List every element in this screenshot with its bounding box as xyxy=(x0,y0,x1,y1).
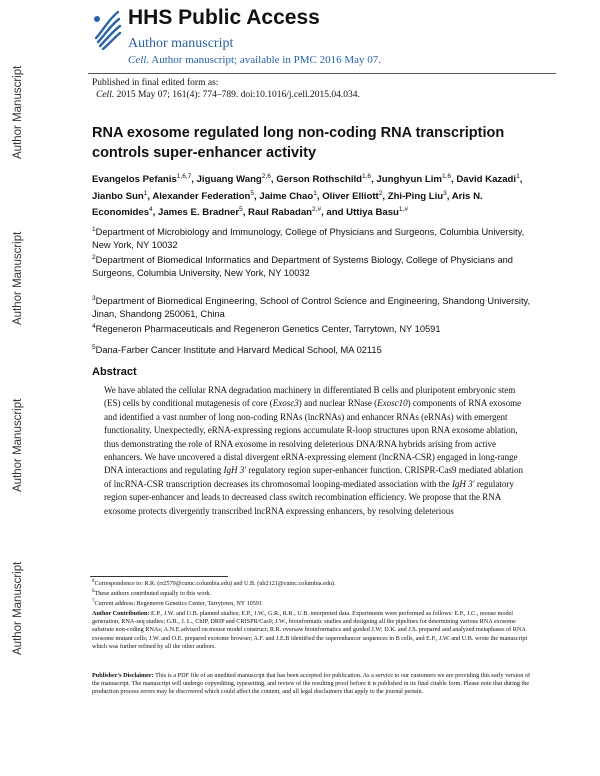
author-separator: , xyxy=(316,190,323,202)
author-affiliation-marker: 2,6 xyxy=(261,173,271,180)
footnotes xyxy=(92,578,522,608)
author-affiliation-marker: 1,6 xyxy=(362,173,372,180)
footnote-text: Current address: Regeneron Genetics Center, Tarrytown, NY 10591 xyxy=(94,599,263,607)
affiliation xyxy=(92,251,532,280)
availability-text: Author manuscript; available in PMC 2016 May 07. xyxy=(151,54,381,66)
abstract-italic-term: IgH 3′ xyxy=(451,478,475,489)
publisher-disclaimer xyxy=(92,672,532,697)
footnote xyxy=(92,588,522,598)
author-separator: , xyxy=(382,190,388,202)
availability-line xyxy=(128,54,381,66)
affiliation-number: 4 xyxy=(92,323,96,330)
affiliation xyxy=(92,341,532,357)
author-list xyxy=(92,170,532,220)
author-name: Jaime Chao xyxy=(259,190,314,202)
author-name: Gerson Rothschild xyxy=(276,174,363,186)
author-separator: , xyxy=(446,190,452,202)
author-separator: , xyxy=(254,190,260,202)
author-separator: , xyxy=(191,174,197,186)
author-separator: , xyxy=(152,207,159,219)
author-affiliation-marker: 2 xyxy=(378,189,383,197)
contributions-text: E.P., J.W. and U.B. planned studies; E.P., J.W., G.R., R.R., U.B. interpreted data. Experiments were performed as follows: E.P., J.C., mouse model generation, RNA-seq studies; G.R., J. L., ChIP, DRIP and CRISPR/Cas9; J.W., bioinformatic studies and designing all the pipelines for determining various RNA exosome substrate non-coding RNAs; A.N.E advised on mouse model construct; R.R. oversaw bioinformatics and guided J.W; D.K. and J.S. prepared and analyzed metaphases of RNA exosome mutant cells; J.W. and O.E. prepared exotome browser; A.F. and J.E.B identified the superenhancer sequences in B cells, and E.P., J.W. and U.B. wrote the manuscript which was further refined by all the other authors. xyxy=(92,610,528,650)
hhs-eagle-logo-icon xyxy=(92,8,122,50)
footnote-mark: 7 xyxy=(92,598,95,604)
affiliation-number: 1 xyxy=(92,226,96,233)
disclaimer-label: Publisher's Disclaimer: xyxy=(92,672,154,679)
author-separator: , xyxy=(519,174,523,186)
author-separator: , xyxy=(147,190,153,202)
journal-name: Cell. xyxy=(128,54,150,66)
abstract-run: ) and nuclear RNase ( xyxy=(298,398,378,409)
author-name: Junghyun Lim xyxy=(376,174,442,186)
author-affiliation-marker: 1 xyxy=(313,189,317,197)
footnote xyxy=(92,578,522,588)
author-affiliation-marker: 4 xyxy=(149,206,153,214)
sidebar-label: Author Manuscript xyxy=(12,65,24,159)
author-name: Uttiya Basu xyxy=(346,207,399,219)
affiliation xyxy=(92,223,532,252)
footnote xyxy=(92,598,522,608)
author-affiliation-marker: 1 xyxy=(516,173,520,180)
affiliation-text: Dana-Farber Cancer Institute and Harvard Medical School, MA 02115 xyxy=(95,345,382,356)
author-separator: , xyxy=(270,174,277,186)
author-name: James E. Bradner xyxy=(158,207,240,219)
abstract-italic-term: IgH 3′ xyxy=(223,465,247,476)
author-name: Raul Rabadan xyxy=(248,207,313,219)
author-contributions xyxy=(92,610,532,651)
affiliation-text: Department of Biomedical Engineering, School of Control Science and Engineering, Shandong University, Jinan, Shandong 250061, China xyxy=(92,296,531,320)
abstract-text xyxy=(104,384,532,518)
contributions-label: Author Contribution: xyxy=(92,610,150,617)
author-affiliation-marker: 1 xyxy=(143,189,148,197)
abstract-run: We have ablated the cellular RNA degradation machinery in differentiated B cells and pluripotent embryonic stem (ES) cells by conditional mutagenesis of core ( xyxy=(104,385,516,409)
author-separator: , and xyxy=(321,207,347,219)
affiliation-text: Regeneron Pharmaceuticals and Regeneron Genetics Center, Tarrytown, NY 10591 xyxy=(95,324,441,335)
published-in-label: Published in final edited form as: xyxy=(92,78,219,88)
article-title: RNA exosome regulated long non-coding RNA transcription controls super-enhancer activity xyxy=(92,125,505,161)
footnote-mark: 6 xyxy=(92,588,95,594)
author-name: Jiguang Wang xyxy=(196,174,262,186)
author-affiliation-marker: 1,6,7 xyxy=(176,173,192,180)
abstract-italic-term: Exosc10 xyxy=(377,398,408,409)
footnote-mark: # xyxy=(92,579,95,584)
abstract-heading: Abstract xyxy=(92,366,137,378)
footnote-divider xyxy=(90,576,228,577)
author-name: Aris N. Economides xyxy=(92,190,483,219)
author-affiliation-marker: 2,# xyxy=(312,206,322,214)
author-manuscript-subtitle: Author manuscript xyxy=(128,36,234,51)
sidebar-label: Author Manuscript xyxy=(12,398,24,492)
affiliation-number: 3 xyxy=(92,295,96,302)
citation-line xyxy=(96,90,360,100)
author-separator: , xyxy=(371,174,377,186)
author-name: Alexander Federation xyxy=(152,190,251,202)
disclaimer-text: This is a PDF file of an unedited manuscript that has been accepted for publication. As a service to our customers we are providing this early version of the manuscript. The manuscript will undergo copyediting, typesetting, and review of the resulting proof before it is published in its final citable form. Please note that during the production process errors may be discovered which could affect the content, and all legal disclaimers that apply to the journal pertain. xyxy=(92,672,531,696)
affiliation-number: 5 xyxy=(92,344,96,351)
affiliation-number: 2 xyxy=(92,254,96,261)
abstract-italic-term: Exosc3 xyxy=(272,398,299,409)
citation-journal: Cell. xyxy=(96,90,115,100)
author-affiliation-marker: 5 xyxy=(239,206,243,214)
author-affiliation-marker: 1,# xyxy=(398,206,408,214)
abstract-run: regulatory region super-enhancer and leads to decreased class switch recombination efficiency. We propose that the RNA exosome protects divergently transcribed lncRNA expressing enhancers, by resolving deleterious xyxy=(104,478,514,516)
abstract-run: regulatory region super-enhancer function. CRISPR-Cas9 mediated ablation of lncRNA-CSR transcription decreases its chromosomal looping-mediated association with the xyxy=(104,465,523,489)
affiliation xyxy=(92,320,532,336)
affiliation-text: Department of Biomedical Informatics and Department of Systems Biology, College of Physicians and Surgeons, Columbia University, New York, NY 10032 xyxy=(92,255,513,279)
citation-text: 2015 May 07; 161(4): 774–789. doi:10.1016/j.cell.2015.04.034. xyxy=(116,90,360,100)
author-affiliation-marker: 1,6 xyxy=(441,173,452,180)
sidebar-label: Author Manuscript xyxy=(12,231,24,325)
author-separator: , xyxy=(451,174,457,186)
author-affiliation-marker: 3 xyxy=(443,189,447,197)
footnote-text: These authors contributed equally to this work. xyxy=(94,589,212,597)
header-divider xyxy=(88,73,556,74)
sidebar-label: Author Manuscript xyxy=(12,561,24,655)
affiliation xyxy=(92,292,532,321)
author-name: Jianbo Sun xyxy=(92,190,144,202)
author-separator: , xyxy=(242,207,249,219)
affiliation-text: Department of Microbiology and Immunology, College of Physicians and Surgeons, Columbia University, New York, NY 10032 xyxy=(92,227,525,251)
footnote-text: Correspondence to: R.R. (rr2579@cumc.columbia.edu) and U.B. (ub2121@cumc.columbia.edu). xyxy=(94,580,336,588)
author-affiliation-marker: 5 xyxy=(250,189,255,197)
abstract-run: ) components of RNA exosome and identified a vast number of long non-coding RNAs (lncRNAs) and enhancer RNAs (eRNAs) with emergent functionality. Unexpectedly, eRNA-expressing regions accumulate R-loop structures upon RNA exosome ablation, thus demonstrating the role of RNA exosome in resolving deleterious DNA/RNA hybrids arising from active enhancers. We have uncovered a distal divergent eRNA-expressing element (lncRNA-CSR) engaged in long-range DNA interactions and regulating xyxy=(104,398,522,476)
author-name: Oliver Elliott xyxy=(322,190,379,202)
hhs-title: HHS Public Access xyxy=(128,6,320,29)
author-name: Zhi-Ping Liu xyxy=(387,190,444,202)
author-name: David Kazadi xyxy=(456,174,517,186)
author-name: Evangelos Pefanis xyxy=(92,174,177,186)
